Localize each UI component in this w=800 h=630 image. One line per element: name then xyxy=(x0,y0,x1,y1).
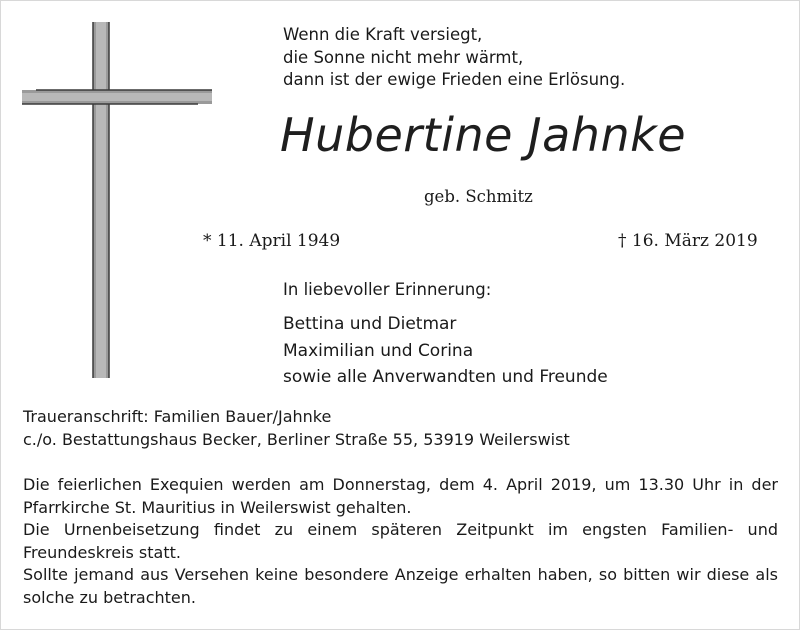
memorial-intro: In liebevoller Erinnerung: xyxy=(283,280,492,299)
mourner-line: Bettina und Dietmar xyxy=(283,314,457,334)
poem-line: die Sonne nicht mehr wärmt, xyxy=(283,47,524,67)
mourning-address xyxy=(23,406,570,451)
deceased-name: Hubertine Jahnke xyxy=(280,108,687,162)
cross-icon xyxy=(22,20,212,380)
service-notices xyxy=(23,474,778,609)
poem-line: Wenn die Kraft versiegt, xyxy=(283,25,483,44)
birth-date: * 11. April 1949 xyxy=(203,231,341,251)
death-date: † 16. März 2019 xyxy=(618,231,758,251)
mourners-list xyxy=(283,311,608,391)
address-line: c./o. Bestattungshaus Becker, Berliner Straße 55, 53919 Weilerswist xyxy=(23,429,570,449)
poem-line: dann ist der ewige Frieden eine Erlösung. xyxy=(283,70,626,89)
notice-paragraph: Die Urnenbeisetzung findet zu einem späteren Zeitpunkt im engsten Familien- und Freundeskreis statt. xyxy=(23,520,778,562)
maiden-name: geb. Schmitz xyxy=(424,187,533,206)
mourner-line: sowie alle Anverwandten und Freunde xyxy=(283,367,608,387)
mourner-line: Maximilian und Corina xyxy=(283,340,474,361)
notice-paragraph: Die feierlichen Exequien werden am Donnerstag, dem 4. April 2019, um 13.30 Uhr in der Pfarrkirche St. Mauritius in Weilerswist gehalten. xyxy=(23,475,778,517)
notice-paragraph: Sollte jemand aus Versehen keine besondere Anzeige erhalten haben, so bitten wir diese als solche zu betrachten. xyxy=(23,565,778,607)
poem xyxy=(283,24,625,92)
address-line: Traueranschrift: Familien Bauer/Jahnke xyxy=(23,407,332,426)
